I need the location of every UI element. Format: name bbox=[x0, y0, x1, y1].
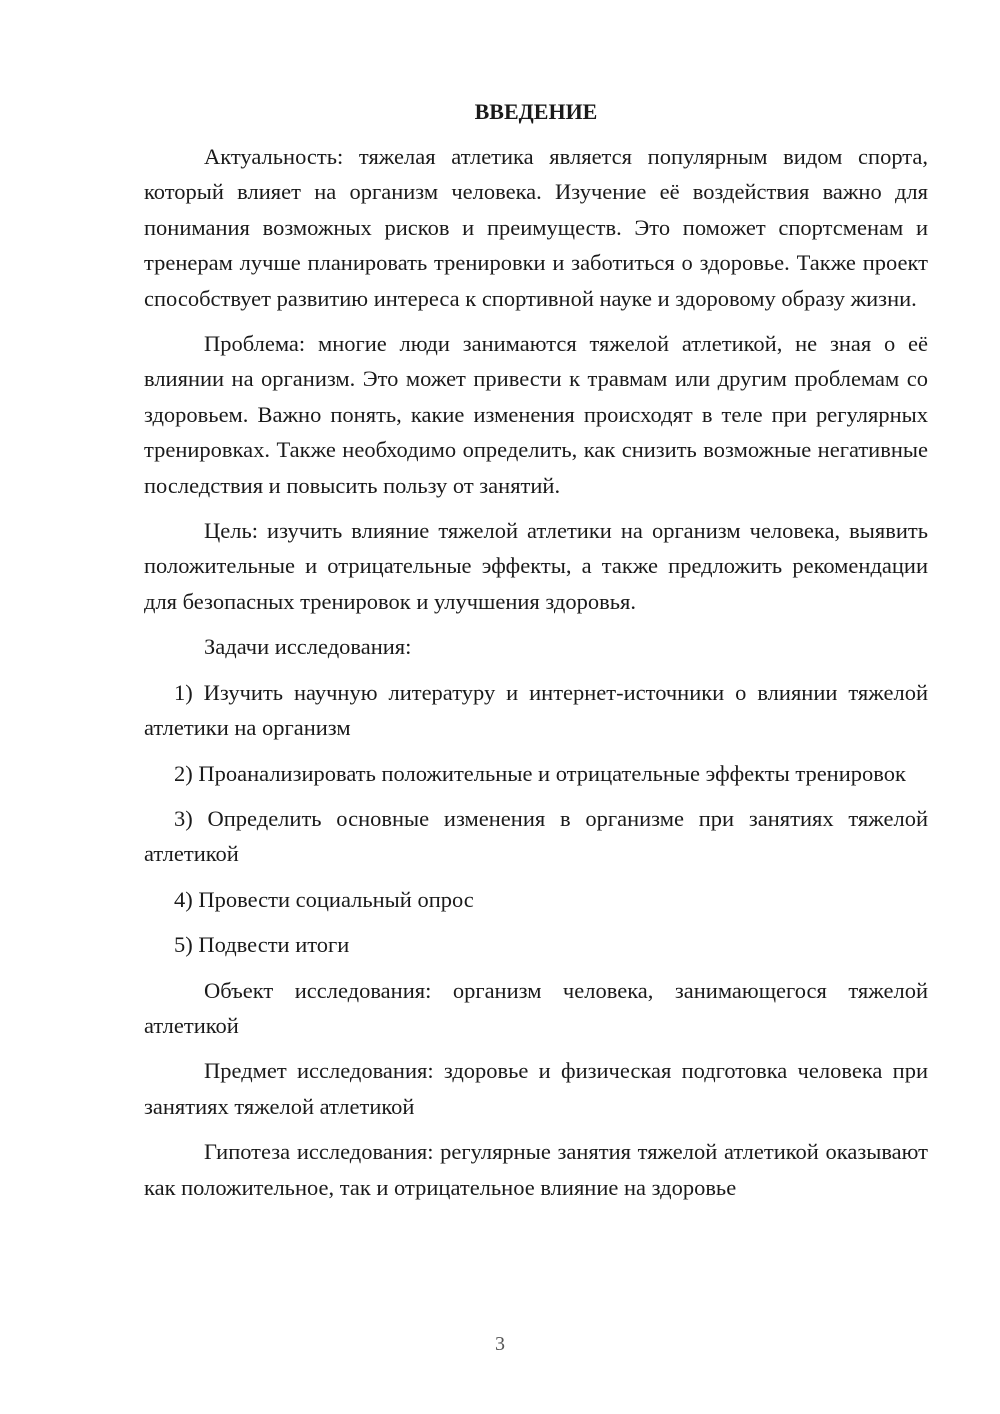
list-item: 5) Подвести итоги bbox=[174, 932, 350, 958]
paragraph-subject: Предмет исследования: здоровье и физическая подготовка человека при занятиях тяжелой атлетикой bbox=[144, 1058, 928, 1119]
paragraph-goal: Цель: изучить влияние тяжелой атлетики на организм человека, выявить положительные и отрицательные эффекты, а также предложить рекомендации для безопасных тренировок и улучшения здоровья. bbox=[144, 518, 928, 614]
list-item: 3) Определить основные изменения в организме при занятиях тяжелой атлетикой bbox=[144, 805, 928, 867]
paragraph-relevance: Актуальность: тяжелая атлетика является популярным видом спорта, который влияет на организм человека. Изучение её воздействия важно для понимания возможных рисков и преимуществ. Это поможет спортсменам и тренерам лучше планировать тренировки и заботиться о здоровье. Также проект способствует развитию интереса к спортивной науке и здоровому образу жизни. bbox=[144, 144, 928, 311]
page-content bbox=[144, 94, 928, 1215]
paragraph-object: Объект исследования: организм человека, занимающегося тяжелой атлетикой bbox=[144, 977, 928, 1038]
tasks-list bbox=[144, 675, 928, 963]
paragraph-hypothesis: Гипотеза исследования: регулярные занятия тяжелой атлетикой оказывают как положительное, так и отрицательное влияние на здоровье bbox=[144, 1139, 928, 1200]
page-title: ВВЕДЕНИЕ bbox=[474, 99, 598, 124]
list-item: 4) Провести социальный опрос bbox=[174, 886, 474, 912]
list-item: 2) Проанализировать положительные и отрицательные эффекты тренировок bbox=[174, 760, 906, 786]
paragraph-problem: Проблема: многие люди занимаются тяжелой атлетикой, не зная о её влиянии на организм. Это может привести к травмам или другим проблемам со здоровьем. Важно понять, какие изменения происходят в теле при регулярных тренировках. Также необходимо определить, как снизить возможные негативные последствия и повысить пользу от занятий. bbox=[144, 331, 928, 498]
page-number: 3 bbox=[495, 1333, 505, 1355]
tasks-heading: Задачи исследования: bbox=[204, 634, 412, 660]
list-item: 1) Изучить научную литературу и интернет-источники о влиянии тяжелой атлетики на организм bbox=[144, 679, 928, 741]
